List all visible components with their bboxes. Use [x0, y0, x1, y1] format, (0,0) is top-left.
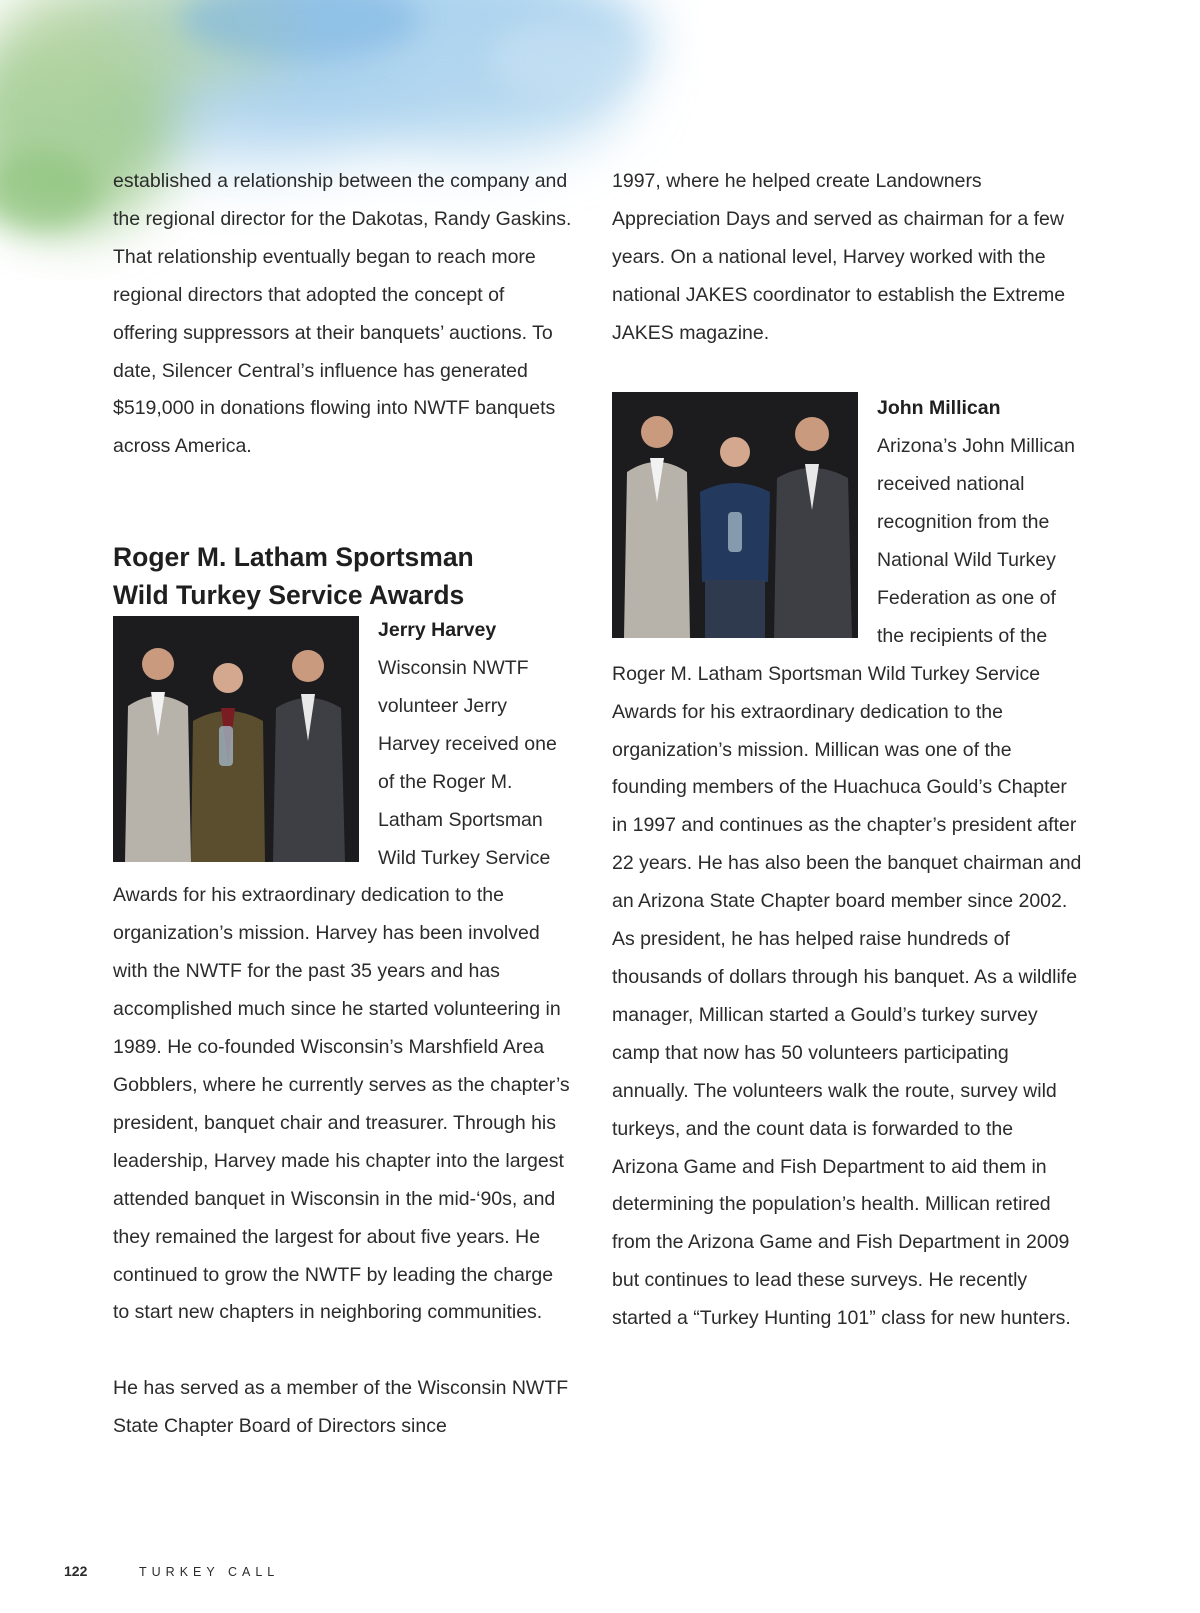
jerry-harvey-paragraph-2: He has served as a member of the Wisconsin NWTF State Chapter Board of Directors since [113, 1377, 569, 1438]
photo-illustration [113, 616, 359, 862]
publication-name: TURKEY CALL [139, 1565, 280, 1579]
section-heading [113, 538, 573, 614]
paragraph-spacer [113, 466, 573, 504]
page-footer [64, 1563, 279, 1579]
jerry-harvey-photo [113, 616, 359, 862]
section-heading-line1: Roger M. Latham Sportsman [113, 542, 474, 573]
john-millican-name: John Millican [877, 397, 1001, 420]
jerry-harvey-paragraph: Wisconsin NWTF volunteer Jerry Harvey received one of the Roger M. Latham Sportsman Wild Turkey Service Awards for his extraordinary dedication to the organization’s mission. Harvey has been involved with the NWTF for the past 35 years and has accomplished much since he started volunteering in 1989. He co-founded Wisconsin’s Marshfield Area Gobblers, where he currently serves as the chapter’s president, banquet chair and treasurer. Through his leadership, Harvey made his chapter into the largest attended banquet in Wisconsin in the mid-‘90s, and they remained the largest for about five years. He continued to grow the NWTF by leading the charge to start new chapters in neighboring communities. [113, 657, 570, 1324]
paragraph-spacer [113, 1332, 573, 1370]
section-heading-line2: Wild Turkey Service Awards [113, 580, 465, 611]
john-millican-photo [612, 392, 858, 638]
jerry-harvey-continued: 1997, where he helped create Landowners Appreciation Days and served as chairman for a few years. On a national level, Harvey worked with the national JAKES coordinator to establish the Extreme JAKES magazine. [612, 170, 1066, 344]
photo-illustration [612, 392, 858, 638]
john-millican-block [612, 390, 1082, 1338]
page-number: 122 [64, 1563, 88, 1579]
jerry-harvey-name: Jerry Harvey [378, 619, 497, 642]
left-column [113, 163, 573, 1446]
paragraph-spacer [612, 353, 1082, 391]
intro-paragraph: established a relationship between the company and the regional director for the Dakotas, Randy Gaskins. That relationship eventually began to reach more regional directors that adopted the concept of offering suppressors at their banquets’ auctions. To date, Silencer Central’s influence has generated $519,000 in donations flowing into NWTF banquets across America. [113, 170, 572, 458]
jerry-harvey-block [113, 612, 573, 1446]
paragraph-spacer [113, 504, 573, 538]
john-millican-paragraph: Arizona’s John Millican received national recognition from the National Wild Turkey Federation as one of the recipients of the Roger M. Latham Sportsman Wild Turkey Service Awards for his extraordinary dedication to the organization’s mission. Millican was one of the founding members of the Huachuca Gould’s Chapter in 1997 and continues as the chapter’s president after 22 years. He has also been the banquet chairman and an Arizona State Chapter board member since 2002. As president, he has helped raise hundreds of thousands of dollars through his banquet. As a wildlife manager, Millican started a Gould’s turkey survey camp that now has 50 volunteers participating annually. The volunteers walk the route, survey wild turkeys, and the count data is forwarded to the Arizona Game and Fish Department to aid them in determining the population’s health. Millican retired from the Arizona Game and Fish Department in 2009 but continues to lead these surveys. He recently started a “Turkey Hunting 101” class for new hunters. [612, 435, 1082, 1330]
right-column [612, 163, 1082, 1338]
